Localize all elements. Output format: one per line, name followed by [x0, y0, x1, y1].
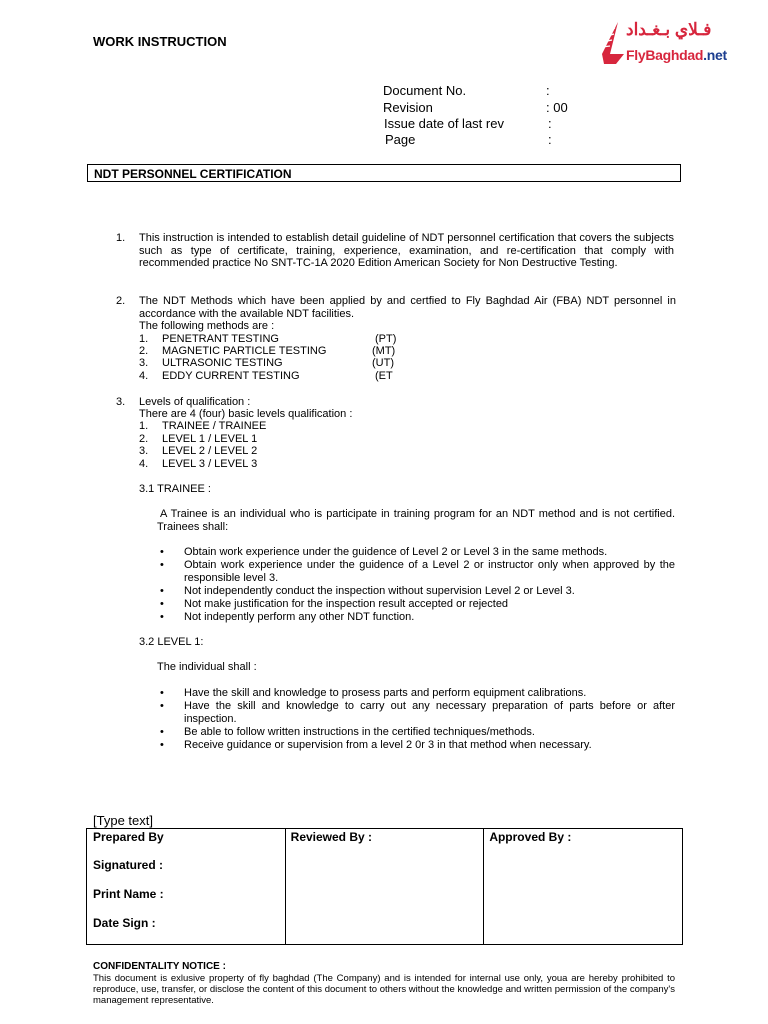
signature-table [86, 828, 683, 945]
bullet-text: Not independently conduct the inspection without supervision Level 2 or Level 3. [184, 585, 575, 597]
list-number: 4. [139, 458, 149, 470]
confidentiality-notice-text: This document is exlusive property of fly baghdad (The Company) and is intended for internal use only, youa are hereby prohibited to reproduce, use, transfer, or disclose the content of this document to others without the knowledge and written permission of the company's management representative. [93, 973, 675, 1006]
bullet-text: Obtain work experience under the guidence of a Level 2 or instructor only when approved by the responsible level 3. [184, 559, 675, 584]
item-number: 3. [116, 396, 126, 408]
bullet-text: Not indepently perform any other NDT function. [184, 611, 415, 623]
logo-net-text: .net [703, 47, 727, 63]
print-name-label: Print Name : [93, 887, 164, 901]
subsection-heading: 3.2 LEVEL 1: [139, 636, 204, 648]
method-abbr: (PT) [375, 333, 397, 345]
bullet: • [160, 559, 164, 571]
list-number: 3. [139, 445, 149, 457]
list-number: 2. [139, 345, 149, 357]
method-name: MAGNETIC PARTICLE TESTING [162, 345, 327, 357]
issue-date-value: : [548, 116, 552, 131]
bullet-text: Receive guidance or supervision from a level 2 0r 3 in that method when necessary. [184, 739, 592, 751]
bullet: • [160, 546, 164, 558]
document-no-value: : [546, 83, 550, 98]
reviewed-by-cell [285, 829, 484, 945]
confidentiality-notice-heading: CONFIDENTALITY NOTICE : [93, 961, 226, 972]
reviewed-by-label: Reviewed By : [290, 830, 373, 844]
method-abbr: (MT) [372, 345, 396, 357]
bullet-text: Have the skill and knowledge to carry out any necessary preparation of parts before or after inspection. [184, 700, 675, 725]
bullet: • [160, 687, 164, 699]
list-number: 1. [139, 333, 149, 345]
section-title: NDT PERSONNEL CERTIFICATION [87, 164, 681, 182]
method-abbr: (UT) [372, 357, 394, 369]
document-no-label: Document No. [383, 83, 467, 98]
level-name: LEVEL 2 / LEVEL 2 [162, 445, 258, 457]
level1-intro: The individual shall : [157, 661, 257, 673]
page-value: : [548, 132, 552, 147]
issue-date-label: Issue date of last rev [384, 116, 504, 131]
item-number: 1. [116, 232, 126, 244]
bullet: • [160, 611, 164, 623]
prepared-by-cell [87, 829, 286, 945]
method-name: ULTRASONIC TESTING [162, 357, 283, 369]
logo-arabic-text: فـلاي بـغـداد [626, 20, 712, 39]
bullet: • [160, 700, 164, 712]
company-logo [596, 20, 736, 68]
level-name: LEVEL 1 / LEVEL 1 [162, 433, 258, 445]
bullet: • [160, 585, 164, 597]
approved-by-label: Approved By : [489, 830, 572, 844]
list-number: 3. [139, 357, 149, 369]
revision-value: : 00 [546, 100, 568, 115]
levels-heading: Levels of qualification : [139, 396, 251, 408]
bullet-text: Have the skill and knowledge to prosess parts and perform equipment calibrations. [184, 687, 587, 699]
page-label: Page [385, 132, 416, 147]
date-sign-label: Date Sign : [93, 916, 156, 930]
bullet: • [160, 726, 164, 738]
paragraph: A Trainee is an individual who is participate in training program for an NDT method and is not certified. Trainees shall: [157, 508, 675, 533]
approved-by-cell [484, 829, 683, 945]
method-name: EDDY CURRENT TESTING [162, 370, 300, 382]
list-number: 4. [139, 370, 149, 382]
type-text-placeholder: [Type text] [93, 813, 153, 828]
method-name: PENETRANT TESTING [162, 333, 279, 345]
paragraph: This instruction is intended to establish detail guideline of NDT personnel certification that covers the subjects such as type of certificate, training, experience, examination, and re-certification that comply with recommended practice No SNT-TC-1A 2020 Edition American Society for Non Destructive Testing. [139, 232, 674, 269]
list-number: 2. [139, 433, 149, 445]
level-name: TRAINEE / TRAINEE [162, 420, 267, 432]
bullet-text: Not make justification for the inspection result accepted or rejected [184, 598, 509, 610]
paragraph: The NDT Methods which have been applied by and certfied to Fly Baghdad Air (FBA) NDT personnel in accordance with the available NDT facilities. [139, 295, 676, 320]
document-header-title: WORK INSTRUCTION [93, 34, 227, 49]
item-number: 2. [116, 295, 126, 307]
methods-intro: The following methods are : [139, 320, 275, 332]
prepared-by-label: Prepared By [93, 830, 164, 844]
bullet: • [160, 598, 164, 610]
levels-intro: There are 4 (four) basic levels qualification : [139, 408, 353, 420]
logo-fly-text: FlyBaghdad [626, 47, 704, 63]
bullet-text: Obtain work experience under the guidence of Level 2 or Level 3 in the same methods. [184, 546, 608, 558]
method-abbr: (ET [375, 370, 393, 382]
subsection-heading: 3.1 TRAINEE : [139, 483, 211, 495]
revision-label: Revision [383, 100, 433, 115]
plane-tail-icon [596, 20, 626, 68]
bullet: • [160, 739, 164, 751]
bullet-text: Be able to follow written instructions in the certified techniques/methods. [184, 726, 535, 738]
signatured-label: Signatured : [93, 858, 164, 872]
level-name: LEVEL 3 / LEVEL 3 [162, 458, 258, 470]
list-number: 1. [139, 420, 149, 432]
logo-english-text [626, 47, 727, 63]
